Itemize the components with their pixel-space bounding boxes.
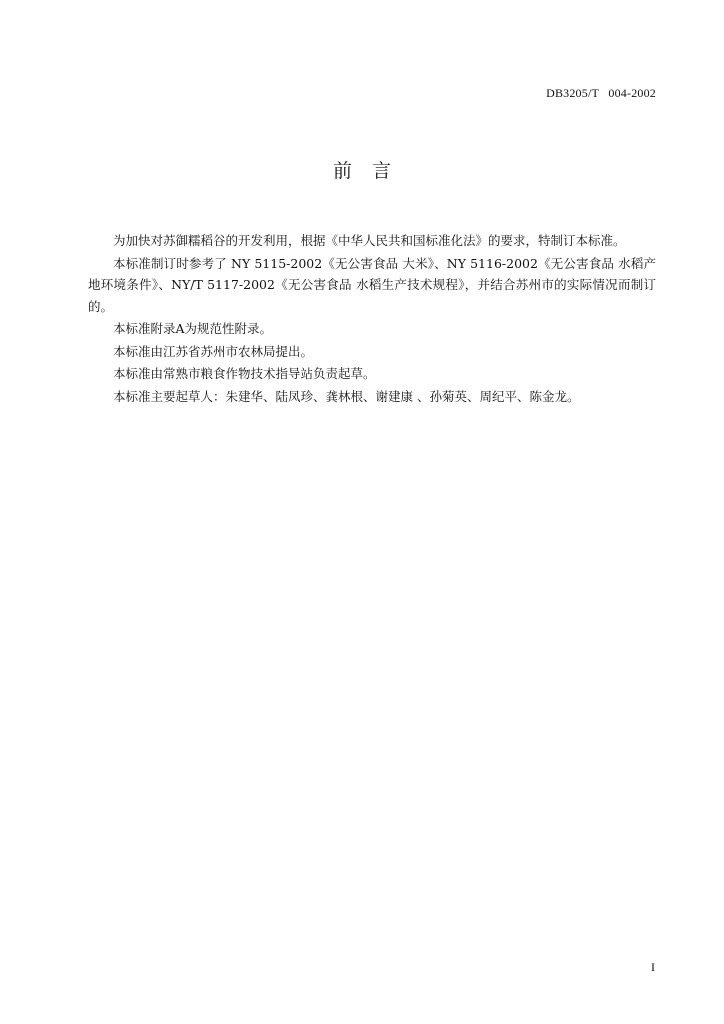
foreword-body — [88, 230, 656, 408]
paragraph-references: 本标准制订时参考了 NY 5115-2002《无公害食品 大米》、NY 5116-2002《无公害食品 水稻产地环境条件》、NY/T 5117-2002《无公害食品 水稻生产技术规程》，并结合苏州市的实际情况而制订的。 — [88, 255, 656, 314]
page-title: 前言 — [332, 160, 411, 182]
paragraph-drafters: 本标准主要起草人：朱建华、陆凤珍、龚林根、谢建康 、孙菊英、周纪平、陈金龙。 — [113, 388, 580, 404]
standard-number: DB3205/T 004-2002 — [546, 86, 656, 100]
paragraph-appendix: 本标准附录A为规范性附录。 — [113, 321, 273, 336]
page-number: I — [651, 960, 655, 974]
paragraph-drafter-unit: 本标准由常熟市粮食作物技术指导站负责起草。 — [113, 366, 376, 381]
paragraph-proposer: 本标准由江苏省苏州市农林局提出。 — [113, 343, 314, 359]
paragraph-purpose: 为加快对苏御糯稻谷的开发利用，根据《中华人民共和国标准化法》的要求，特制订本标准。 — [113, 233, 626, 248]
